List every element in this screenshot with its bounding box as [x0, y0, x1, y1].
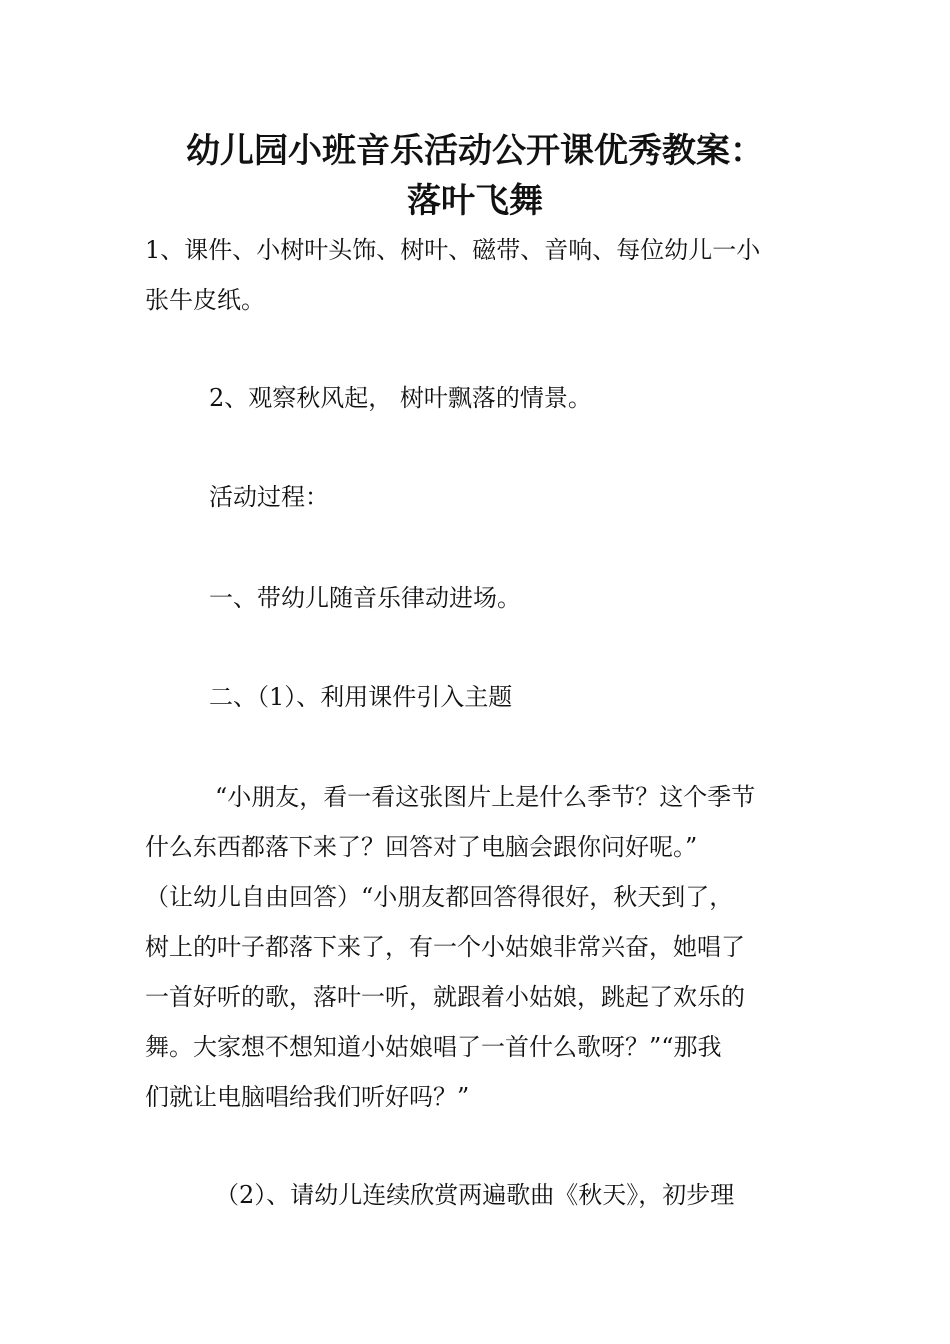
- paragraph-line: （让幼儿自由回答）“小朋友都回答得很好，秋天到了，: [145, 883, 734, 911]
- document-title-line-2: 落叶飞舞: [407, 181, 543, 221]
- paragraph-line: 舞。大家想不想知道小姑娘唱了一首什么歌呀？”“那我: [145, 1033, 722, 1061]
- document-title-line-1: 幼儿园小班音乐活动公开课优秀教案：: [186, 131, 764, 171]
- observation-paragraph: 2、观察秋风起， 树叶飘落的情景。: [209, 384, 592, 412]
- paragraph-line: 树上的叶子都落下来了，有一个小姑娘非常兴奋，她唱了: [145, 933, 745, 961]
- paragraph-line: 们就让电脑唱给我们听好吗？”: [145, 1083, 470, 1111]
- activity-process-heading: 活动过程：: [209, 483, 329, 511]
- paragraph-line: 一首好听的歌，落叶一听，就跟着小姑娘，跳起了欢乐的: [145, 983, 745, 1011]
- materials-paragraph: [145, 225, 810, 325]
- paragraph-line: 张牛皮纸。: [145, 286, 265, 314]
- paragraph-line: “小朋友，看一看这张图片上是什么季节？这个季节: [215, 783, 756, 811]
- paragraph-line: 什么东西都落下来了？回答对了电脑会跟你问好呢。”: [145, 833, 698, 861]
- teacher-dialogue-paragraph: [145, 772, 810, 1122]
- paragraph-line: 1、课件、小树叶头饰、树叶、磁带、音响、每位幼儿一小: [145, 236, 761, 264]
- step-one-paragraph: 一、带幼儿随音乐律动进场。: [209, 584, 521, 612]
- step-two-heading: 二、（1）、利用课件引入主题: [209, 683, 513, 711]
- song-appreciation-paragraph: （2）、请幼儿连续欣赏两遍歌曲《秋天》，初步理: [215, 1181, 735, 1209]
